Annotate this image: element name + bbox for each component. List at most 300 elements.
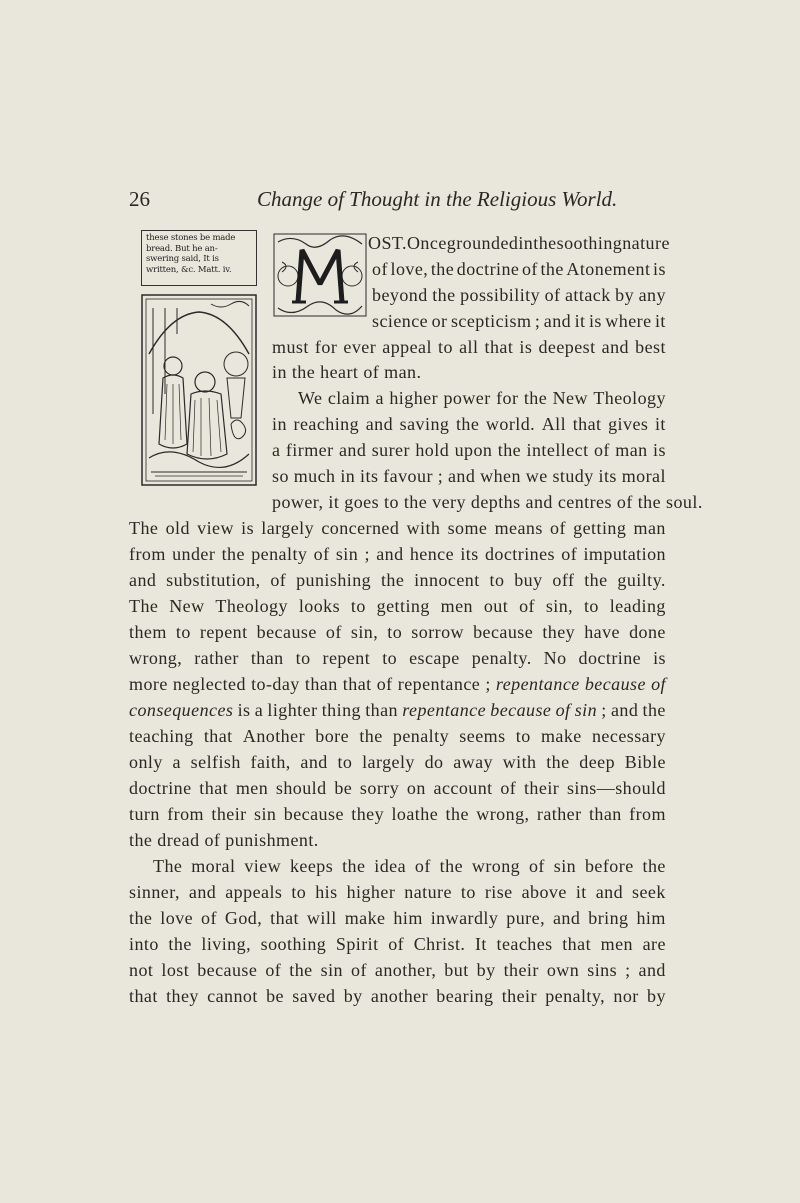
word: innocent bbox=[414, 570, 480, 590]
word: it bbox=[654, 311, 666, 331]
word: the bbox=[432, 285, 456, 305]
word: of bbox=[651, 674, 666, 694]
word: cannot bbox=[207, 986, 258, 1006]
word: of bbox=[372, 259, 388, 279]
word: be bbox=[334, 778, 353, 798]
word: make bbox=[344, 908, 386, 928]
word: and bbox=[552, 908, 581, 928]
word: a bbox=[254, 700, 264, 720]
text-line bbox=[129, 700, 666, 721]
word: is bbox=[519, 337, 533, 357]
text-line bbox=[153, 856, 666, 877]
text-line bbox=[272, 466, 666, 487]
woodcut-caption-line: bread. But he an- bbox=[146, 243, 218, 254]
word: and bbox=[543, 311, 572, 331]
word: Bible bbox=[624, 752, 666, 772]
word: will bbox=[306, 908, 337, 928]
word: doctrines bbox=[484, 544, 555, 564]
word: reaching bbox=[293, 414, 360, 434]
text-line bbox=[129, 908, 666, 929]
page-number: 26 bbox=[129, 187, 150, 211]
word: penalty bbox=[251, 544, 308, 564]
word: to bbox=[515, 726, 531, 746]
text-line bbox=[368, 233, 670, 254]
word: punishing bbox=[296, 570, 372, 590]
word: the bbox=[523, 388, 548, 408]
word: claim bbox=[327, 388, 371, 408]
word: be bbox=[266, 986, 284, 1006]
word: to bbox=[387, 622, 403, 642]
word: The bbox=[129, 596, 159, 616]
word: than bbox=[250, 648, 284, 668]
word: The bbox=[129, 518, 159, 538]
word: ever bbox=[343, 337, 377, 357]
word: sin, bbox=[350, 622, 379, 642]
word: the bbox=[445, 804, 469, 824]
word: wrong bbox=[471, 856, 521, 876]
word: the bbox=[533, 233, 557, 253]
word: Atonement bbox=[566, 259, 651, 279]
word: doctrine bbox=[456, 259, 520, 279]
word: in bbox=[272, 414, 287, 434]
word: of bbox=[388, 934, 405, 954]
text-line bbox=[129, 726, 666, 747]
word: nature bbox=[404, 882, 452, 902]
word: is bbox=[653, 259, 666, 279]
word: deep bbox=[579, 752, 616, 772]
word: them bbox=[129, 622, 167, 642]
word: done bbox=[629, 622, 666, 642]
word: consequences bbox=[129, 700, 234, 720]
word: so bbox=[272, 466, 289, 486]
word: with bbox=[406, 518, 441, 538]
word: it bbox=[574, 311, 586, 331]
word: of bbox=[528, 856, 545, 876]
word: they bbox=[542, 622, 576, 642]
word: saving bbox=[399, 414, 450, 434]
word: men bbox=[600, 934, 633, 954]
word: leading bbox=[609, 596, 666, 616]
word: neglected bbox=[172, 674, 246, 694]
word: and bbox=[376, 544, 404, 564]
word: appeal bbox=[382, 337, 432, 357]
word: a bbox=[272, 440, 281, 460]
word: of bbox=[555, 700, 571, 720]
word: rather bbox=[536, 804, 582, 824]
word: higher bbox=[389, 388, 439, 408]
word: and bbox=[447, 466, 476, 486]
word: of bbox=[593, 440, 610, 460]
word: where bbox=[605, 311, 652, 331]
word: the bbox=[497, 440, 522, 460]
word: that bbox=[572, 414, 602, 434]
word: doctrine bbox=[129, 778, 192, 798]
word: beyond bbox=[372, 285, 428, 305]
word: lighter bbox=[267, 700, 318, 720]
word: to bbox=[291, 882, 307, 902]
word: gives bbox=[608, 414, 649, 434]
word: and bbox=[638, 960, 666, 980]
word: Christ. bbox=[413, 934, 466, 954]
word: much bbox=[293, 466, 336, 486]
word: away bbox=[453, 752, 493, 772]
word: bring bbox=[588, 908, 629, 928]
word: out bbox=[483, 596, 509, 616]
word: because bbox=[473, 622, 534, 642]
word: penalty. bbox=[471, 648, 532, 668]
word: the bbox=[455, 414, 480, 434]
word: to bbox=[460, 882, 476, 902]
word: repentance bbox=[495, 674, 580, 694]
word: of bbox=[550, 518, 566, 538]
word: ; bbox=[364, 544, 370, 564]
word: nor bbox=[613, 986, 639, 1006]
text-line bbox=[272, 414, 666, 435]
word: concerned bbox=[321, 518, 400, 538]
text-line bbox=[129, 804, 666, 825]
word: of bbox=[351, 960, 367, 980]
word: We bbox=[298, 388, 323, 408]
word: ; bbox=[437, 466, 444, 486]
word: some bbox=[447, 518, 488, 538]
word: rather bbox=[194, 648, 239, 668]
woodcut-caption-line: swering said, It is bbox=[146, 254, 219, 264]
word: of bbox=[500, 778, 517, 798]
text-line: the dread of punishment. bbox=[129, 830, 319, 850]
word: it bbox=[654, 414, 666, 434]
word: in bbox=[340, 466, 356, 486]
word: that bbox=[199, 778, 229, 798]
word: surer bbox=[371, 440, 410, 460]
text-line: power, it goes to the very depths and centres of the soul. bbox=[272, 492, 703, 512]
word: nature bbox=[622, 233, 670, 253]
text-line: in the heart of man. bbox=[272, 362, 422, 382]
word: of bbox=[519, 596, 535, 616]
text-line bbox=[129, 960, 666, 981]
word: appeals bbox=[225, 882, 283, 902]
word: before bbox=[584, 856, 634, 876]
word: above bbox=[521, 882, 567, 902]
word: teaches bbox=[496, 934, 553, 954]
word: they bbox=[166, 986, 199, 1006]
word: love, bbox=[390, 259, 429, 279]
word: to bbox=[583, 596, 599, 616]
word: that bbox=[129, 986, 158, 1006]
word: sin bbox=[335, 544, 359, 564]
word: Once bbox=[406, 233, 447, 253]
word: sorry bbox=[359, 778, 400, 798]
word: for bbox=[314, 337, 338, 357]
word: substitution, bbox=[166, 570, 261, 590]
word: turn bbox=[129, 804, 160, 824]
word: grounded bbox=[446, 233, 519, 253]
word: from bbox=[167, 804, 204, 824]
word: than bbox=[588, 804, 622, 824]
word: the bbox=[221, 544, 245, 564]
word: is bbox=[241, 518, 255, 538]
word: is bbox=[237, 700, 251, 720]
word: because bbox=[490, 700, 552, 720]
word: love bbox=[160, 908, 194, 928]
word: that bbox=[203, 726, 233, 746]
word: and bbox=[338, 440, 367, 460]
word: sin bbox=[553, 856, 577, 876]
word: the bbox=[642, 700, 666, 720]
running-header bbox=[129, 187, 669, 217]
word: man bbox=[633, 518, 666, 538]
word: The bbox=[153, 856, 183, 876]
word: deepest bbox=[538, 337, 596, 357]
word: is bbox=[653, 440, 666, 460]
word: of bbox=[561, 544, 578, 564]
word: and bbox=[129, 570, 157, 590]
word: a bbox=[375, 388, 384, 408]
word: on bbox=[406, 778, 426, 798]
text-line bbox=[129, 648, 666, 669]
word: of bbox=[270, 570, 287, 590]
word: from bbox=[129, 544, 166, 564]
word: ; bbox=[625, 960, 631, 980]
word: All bbox=[541, 414, 567, 434]
word: are bbox=[642, 934, 666, 954]
word: with bbox=[502, 752, 537, 772]
word: and bbox=[595, 882, 624, 902]
word: because bbox=[197, 960, 258, 980]
woodcut-illustration-icon bbox=[141, 294, 257, 486]
word: the bbox=[430, 259, 455, 279]
word: getting bbox=[573, 518, 627, 538]
word: own bbox=[546, 960, 580, 980]
word: to-day bbox=[251, 674, 300, 694]
word: means bbox=[494, 518, 543, 538]
word: rise bbox=[484, 882, 513, 902]
word: moral bbox=[621, 466, 666, 486]
word: intellect bbox=[526, 440, 589, 460]
word: by bbox=[343, 986, 363, 1006]
word: ; bbox=[534, 311, 541, 331]
word: is bbox=[653, 648, 666, 668]
word: his bbox=[315, 882, 338, 902]
text-line bbox=[129, 778, 666, 799]
word: of bbox=[414, 856, 431, 876]
word: New bbox=[169, 596, 205, 616]
word: of bbox=[313, 544, 330, 564]
word: necessary bbox=[591, 726, 666, 746]
word: of bbox=[376, 674, 393, 694]
word: sorrow bbox=[411, 622, 464, 642]
word: that bbox=[484, 337, 514, 357]
word: pure, bbox=[506, 908, 546, 928]
word: any bbox=[638, 285, 666, 305]
word: Theology bbox=[593, 388, 666, 408]
text-line bbox=[129, 622, 666, 643]
word: hold bbox=[415, 440, 450, 460]
word: possibility bbox=[460, 285, 541, 305]
word: guilty. bbox=[617, 570, 666, 590]
word: men bbox=[235, 778, 269, 798]
word: the bbox=[380, 570, 405, 590]
word: wrong, bbox=[129, 648, 183, 668]
text-line bbox=[129, 674, 666, 695]
word: selfish bbox=[190, 752, 241, 772]
word: view bbox=[244, 856, 282, 876]
word: men bbox=[440, 596, 474, 616]
word: that bbox=[270, 908, 299, 928]
word: OST. bbox=[368, 233, 407, 253]
word: soothing bbox=[556, 233, 623, 253]
word: sin bbox=[574, 700, 598, 720]
word: old bbox=[165, 518, 190, 538]
text-line bbox=[129, 596, 666, 617]
word: soothing bbox=[260, 934, 327, 954]
word: of bbox=[544, 285, 561, 305]
word: to bbox=[175, 622, 191, 642]
word: that bbox=[342, 674, 372, 694]
word: but bbox=[444, 960, 469, 980]
word: the bbox=[168, 934, 192, 954]
text-line bbox=[372, 285, 666, 306]
text-line bbox=[129, 544, 666, 565]
word: not bbox=[129, 960, 154, 980]
word: idea bbox=[374, 856, 407, 876]
word: repentance bbox=[397, 674, 481, 694]
word: to bbox=[295, 648, 311, 668]
word: study bbox=[552, 466, 594, 486]
word: repent bbox=[322, 648, 371, 668]
woodcut-caption-line: written, &c. Matt. iv. bbox=[146, 264, 232, 275]
word: scepticism bbox=[450, 311, 532, 331]
word: their bbox=[503, 960, 539, 980]
word: It bbox=[474, 934, 487, 954]
word: favour bbox=[383, 466, 433, 486]
word: by bbox=[615, 285, 635, 305]
word: seems bbox=[459, 726, 506, 746]
text-line bbox=[129, 570, 666, 591]
word: world. bbox=[485, 414, 536, 434]
word: because bbox=[584, 674, 646, 694]
word: it bbox=[575, 882, 587, 902]
word: New bbox=[552, 388, 588, 408]
text-line bbox=[129, 934, 666, 955]
word: bearing bbox=[436, 986, 494, 1006]
word: inwardly bbox=[430, 908, 499, 928]
text-line bbox=[129, 882, 666, 903]
word: saved bbox=[292, 986, 336, 1006]
word: upon bbox=[454, 440, 493, 460]
word: sinner, bbox=[129, 882, 180, 902]
word: is bbox=[588, 311, 602, 331]
word: penalty bbox=[392, 726, 450, 746]
text-line bbox=[129, 986, 666, 1007]
word: man bbox=[615, 440, 648, 460]
word: God, bbox=[224, 908, 263, 928]
word: Spirit bbox=[335, 934, 379, 954]
word: have bbox=[584, 622, 620, 642]
text-line bbox=[372, 311, 666, 332]
word: lost bbox=[161, 960, 190, 980]
word: its bbox=[598, 466, 617, 486]
word: another, bbox=[374, 960, 437, 980]
word: living, bbox=[201, 934, 252, 954]
word: the bbox=[546, 752, 570, 772]
word: sin bbox=[254, 804, 277, 824]
text-line bbox=[372, 259, 666, 280]
word: looks bbox=[298, 596, 341, 616]
word: more bbox=[129, 674, 168, 694]
word: hence bbox=[409, 544, 455, 564]
word: the bbox=[642, 856, 666, 876]
word: of bbox=[265, 960, 282, 980]
word: by bbox=[647, 986, 666, 1006]
word: Another bbox=[242, 726, 306, 746]
word: repentance bbox=[402, 700, 487, 720]
word: for bbox=[496, 388, 519, 408]
word: largely bbox=[362, 752, 415, 772]
word: buy bbox=[514, 570, 543, 590]
text-line bbox=[298, 388, 666, 409]
word: higher bbox=[346, 882, 396, 902]
word: when bbox=[480, 466, 521, 486]
word: sins bbox=[587, 960, 618, 980]
word: than bbox=[304, 674, 338, 694]
word: view bbox=[197, 518, 234, 538]
word: the bbox=[540, 259, 564, 279]
word: its bbox=[360, 466, 379, 486]
word: or bbox=[431, 311, 448, 331]
word: ; bbox=[601, 700, 607, 720]
word: getting bbox=[376, 596, 430, 616]
woodcut-figure bbox=[141, 230, 257, 486]
word: best bbox=[635, 337, 666, 357]
woodcut-caption bbox=[141, 230, 257, 286]
word: their bbox=[523, 778, 560, 798]
word: under bbox=[172, 544, 216, 564]
word: keeps bbox=[289, 856, 334, 876]
word: firmer bbox=[285, 440, 334, 460]
word: teaching bbox=[129, 726, 194, 746]
word: of bbox=[325, 622, 342, 642]
word: they bbox=[351, 804, 385, 824]
text-line bbox=[129, 752, 666, 773]
word: the bbox=[129, 908, 153, 928]
word: to bbox=[489, 570, 505, 590]
word: thing bbox=[321, 700, 361, 720]
word: attack bbox=[564, 285, 611, 305]
word: bore bbox=[315, 726, 350, 746]
word: because bbox=[256, 622, 317, 642]
word: and bbox=[601, 337, 630, 357]
running-title: Change of Thought in the Religious World. bbox=[257, 187, 618, 211]
word: Theology bbox=[215, 596, 288, 616]
word: the bbox=[584, 570, 608, 590]
word: ; bbox=[485, 674, 491, 694]
word: science bbox=[372, 311, 429, 331]
word: into bbox=[129, 934, 159, 954]
word: of bbox=[201, 908, 217, 928]
word: power bbox=[443, 388, 491, 408]
word: account bbox=[433, 778, 493, 798]
word: and bbox=[300, 752, 328, 772]
word: its bbox=[460, 544, 479, 564]
text-line bbox=[272, 440, 666, 461]
word: to bbox=[350, 596, 366, 616]
word: faith, bbox=[250, 752, 291, 772]
word: in bbox=[518, 233, 534, 253]
word: him bbox=[636, 908, 666, 928]
word: escape bbox=[409, 648, 460, 668]
word: only bbox=[129, 752, 163, 772]
word: repent bbox=[199, 622, 248, 642]
